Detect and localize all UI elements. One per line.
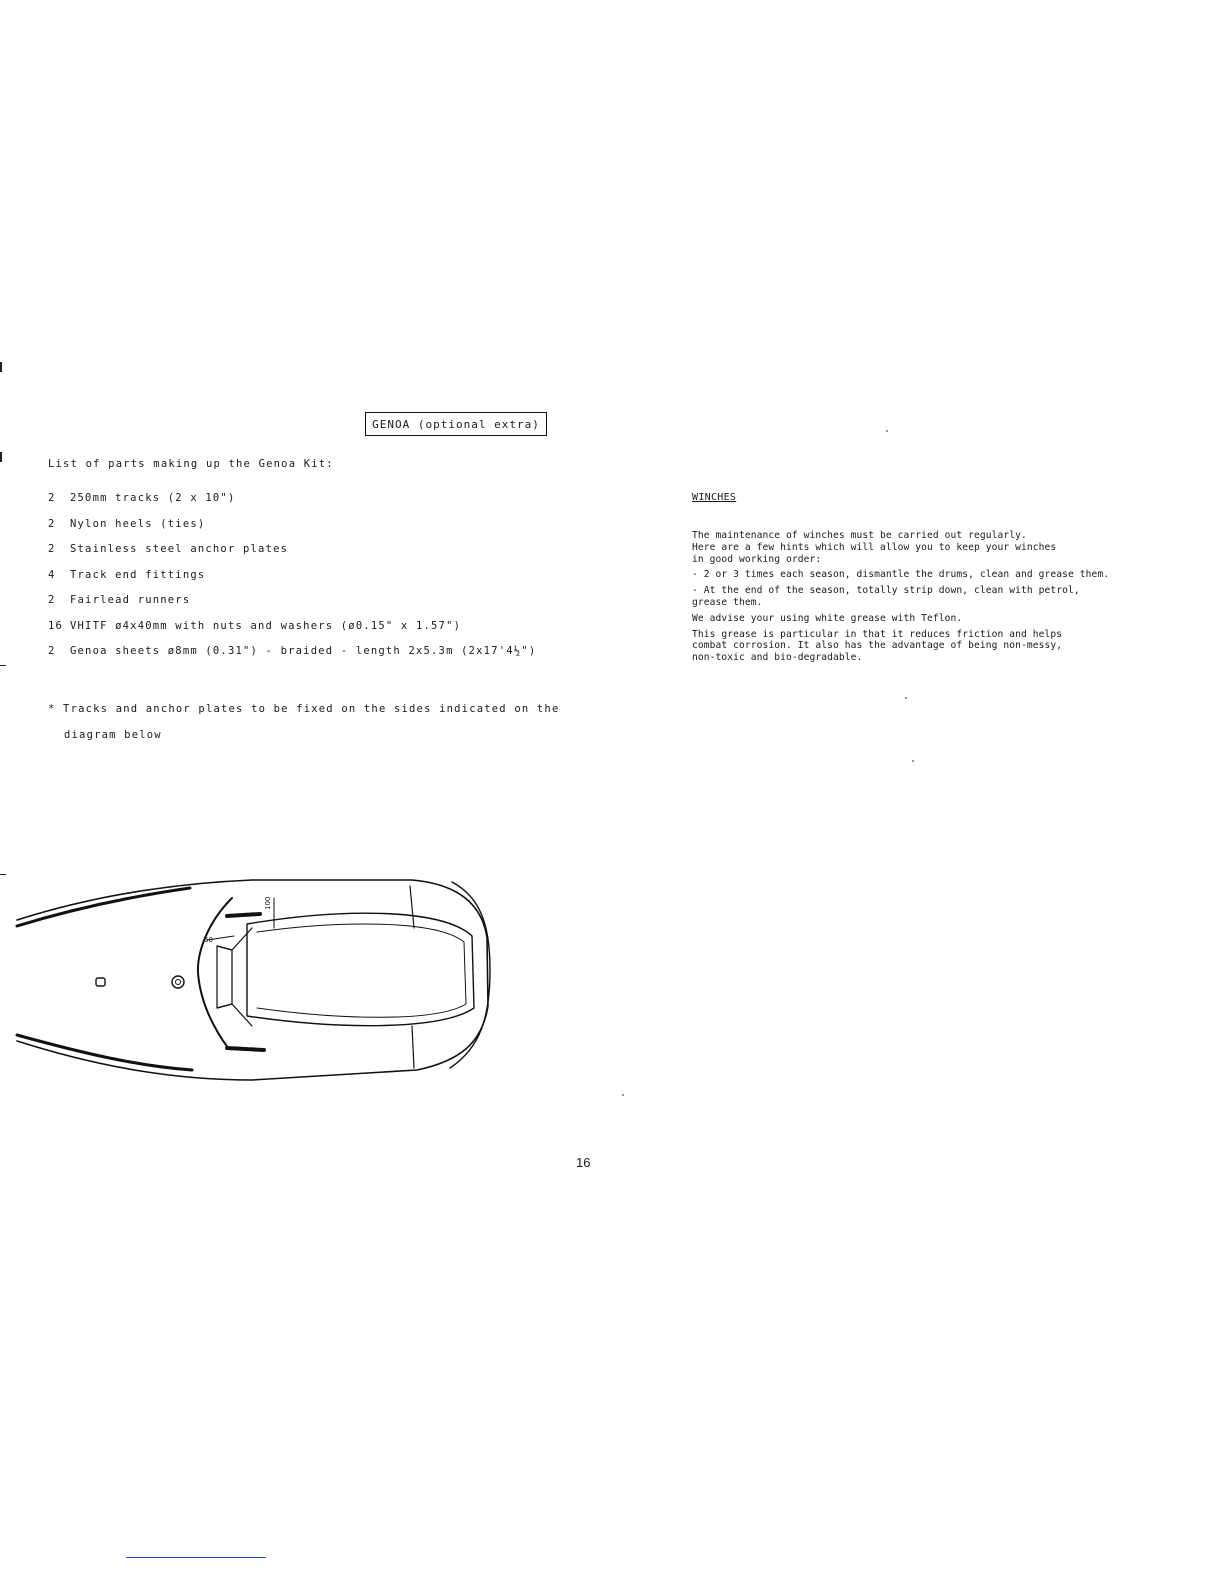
- hull-sheer-top-inner: [17, 888, 190, 926]
- transom-curve: [450, 882, 490, 1068]
- hatch-box: [217, 946, 232, 1008]
- cockpit-outline: [247, 913, 474, 1025]
- cockpit-inner: [257, 924, 466, 1017]
- deck-divider-bottom: [412, 1026, 414, 1068]
- genoa-title: GENOA (optional extra): [365, 412, 547, 436]
- part-desc: 250mm tracks (2 x 10"): [70, 492, 236, 504]
- scan-speck: [905, 697, 907, 699]
- winches-paragraph: The maintenance of winches must be carried out regularly. Here are a few hints which will allow you to keep your winches in good working order:: [692, 530, 1057, 565]
- part-desc: Track end fittings: [70, 568, 206, 581]
- part-qty: 4: [48, 568, 56, 581]
- list-item: [48, 594, 536, 620]
- scan-speck: [912, 760, 914, 762]
- winches-heading: WINCHES: [692, 492, 737, 503]
- scan-edge-mark: [0, 874, 6, 875]
- winch-icon: [172, 976, 184, 988]
- winches-text: [692, 530, 1162, 668]
- part-desc: Genoa sheets ø8mm (0.31") - braided - length 2x5.3m (2x17'4½"): [70, 645, 537, 657]
- winches-paragraph: We advise your using white grease with Teflon.: [692, 612, 963, 624]
- part-qty: 2: [48, 645, 56, 657]
- scan-edge-mark: [0, 665, 6, 666]
- part-qty: 2: [48, 492, 56, 504]
- genoa-fitting-note: [48, 696, 568, 748]
- genoa-parts-list: [48, 492, 536, 671]
- part-desc: Nylon heels (ties): [70, 517, 206, 530]
- list-item: [48, 518, 536, 544]
- list-item: [48, 620, 536, 646]
- footer-rule: [126, 1557, 266, 1558]
- part-desc: Stainless steel anchor plates: [70, 543, 289, 555]
- list-item: [48, 645, 536, 671]
- winch-icon-inner: [176, 980, 181, 985]
- scan-speck: [886, 430, 888, 432]
- coachroof-top: [198, 898, 232, 1048]
- part-desc: Fairlead runners: [70, 594, 191, 606]
- list-item: [48, 492, 536, 518]
- part-qty: 2: [48, 543, 56, 555]
- winches-paragraph: This grease is particular in that it reduces friction and helps combat corrosion. It also has the advantage of being non-messy, non-toxic and bio-degradable.: [692, 628, 1063, 664]
- scan-edge-mark: [0, 452, 2, 462]
- deck-divider-top: [410, 886, 414, 928]
- note-line-1: * Tracks and anchor plates to be fixed on the sides indicated on the: [48, 703, 560, 715]
- note-line-2: diagram below: [64, 729, 162, 741]
- part-qty: 16: [48, 619, 64, 632]
- list-item: [48, 543, 536, 569]
- genoa-track-bottom: [227, 1048, 264, 1050]
- deck-hatch-icon: [96, 978, 105, 986]
- scan-edge-mark: [0, 362, 2, 372]
- dimension-label-60: 60: [204, 936, 213, 944]
- list-item: [48, 569, 536, 595]
- scan-speck: [622, 1094, 624, 1096]
- genoa-track-top: [227, 914, 260, 916]
- winches-paragraph: - At the end of the season, totally strip down, clean with petrol, grease them.: [692, 585, 1080, 608]
- genoa-intro: List of parts making up the Genoa Kit:: [48, 458, 334, 470]
- part-qty: 2: [48, 594, 56, 606]
- dimension-label-100: 100: [264, 896, 272, 910]
- part-qty: 2: [48, 517, 56, 530]
- page-number: 16: [576, 1155, 591, 1170]
- deck-plan-diagram: [12, 858, 502, 1098]
- winches-paragraph: - 2 or 3 times each season, dismantle the drums, clean and grease them.: [692, 569, 1110, 581]
- part-desc: VHITF ø4x40mm with nuts and washers (ø0.15" x 1.57"): [70, 619, 462, 632]
